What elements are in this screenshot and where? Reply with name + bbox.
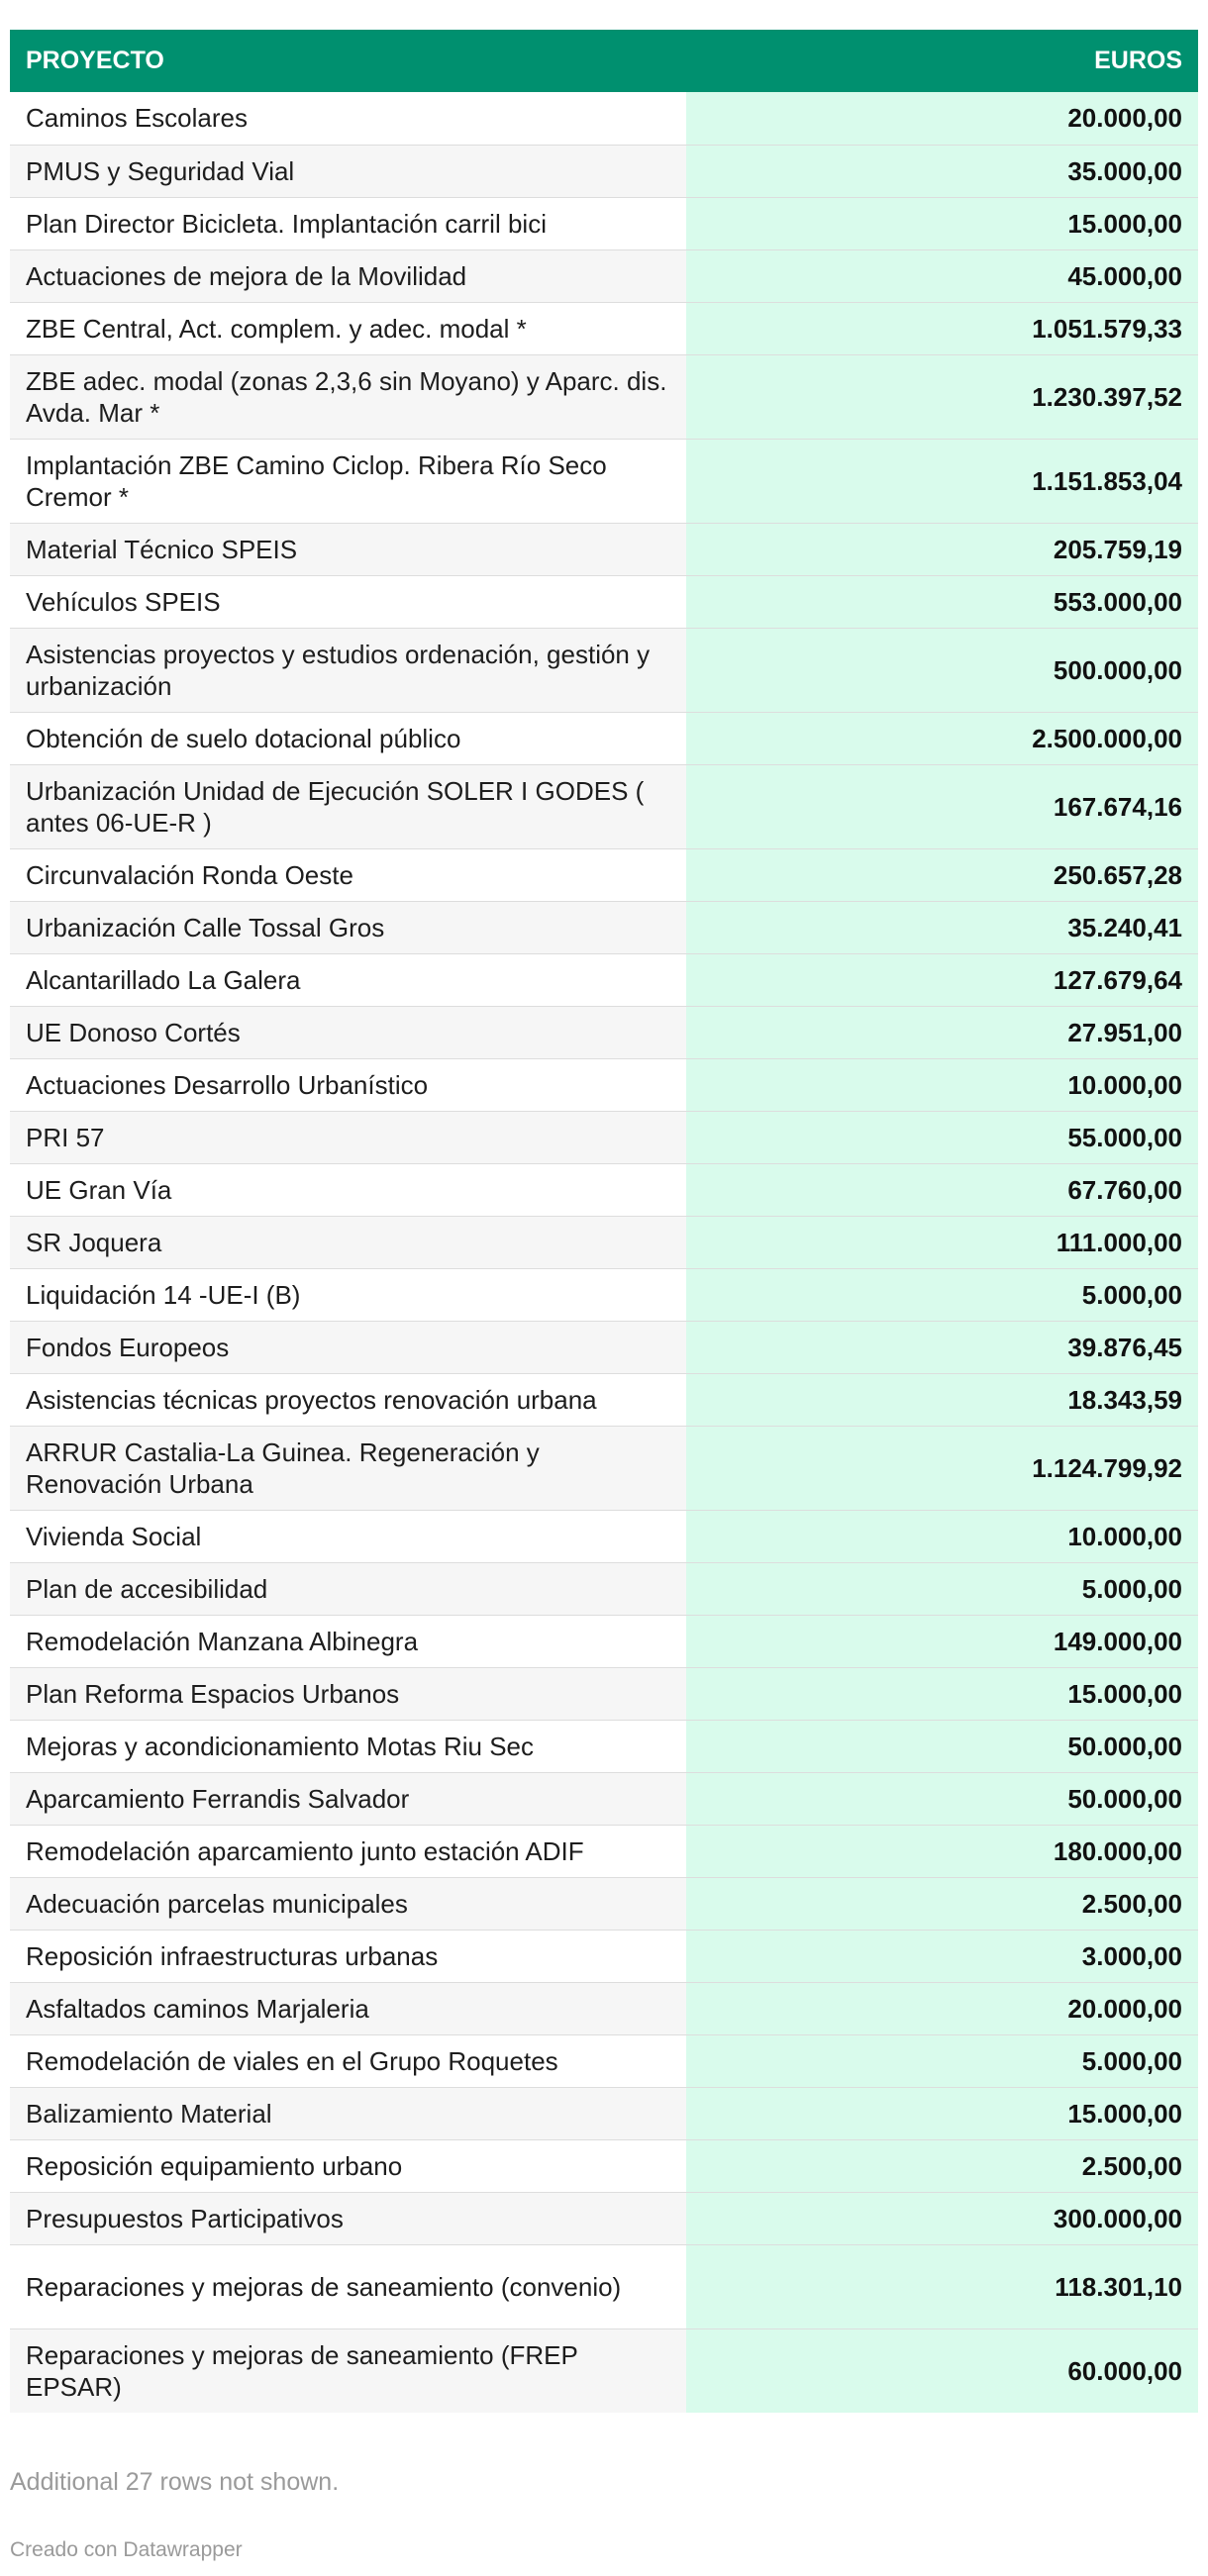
project-name-cell: Obtención de suelo dotacional público	[10, 712, 686, 764]
amount-cell: 15.000,00	[686, 1667, 1198, 1720]
amount-cell: 2.500,00	[686, 2139, 1198, 2192]
amount-cell: 1.051.579,33	[686, 302, 1198, 354]
table-row	[10, 1615, 1198, 1667]
project-name-cell: SR Joquera	[10, 1216, 686, 1268]
project-name-cell: Reposición infraestructuras urbanas	[10, 1930, 686, 1982]
amount-cell: 55.000,00	[686, 1111, 1198, 1163]
amount-cell: 5.000,00	[686, 2034, 1198, 2087]
rows-not-shown-notice: Additional 27 rows not shown.	[10, 2468, 340, 2496]
project-name-cell: Fondos Europeos	[10, 1321, 686, 1373]
project-name-cell: Circunvalación Ronda Oeste	[10, 848, 686, 901]
table-row	[10, 2328, 1198, 2413]
project-name-cell: Balizamiento Material	[10, 2087, 686, 2139]
amount-cell: 300.000,00	[686, 2192, 1198, 2244]
amount-cell: 167.674,16	[686, 764, 1198, 848]
amount-cell: 35.240,41	[686, 901, 1198, 953]
project-name-cell: Implantación ZBE Camino Ciclop. Ribera Río Seco Cremor *	[10, 439, 686, 523]
project-name-cell: Presupuestos Participativos	[10, 2192, 686, 2244]
table-row	[10, 439, 1198, 523]
project-name-cell: Remodelación de viales en el Grupo Roquetes	[10, 2034, 686, 2087]
amount-cell: 3.000,00	[686, 1930, 1198, 1982]
table-row	[10, 575, 1198, 628]
project-name-cell: UE Gran Vía	[10, 1163, 686, 1216]
project-name-cell: Alcantarillado La Galera	[10, 953, 686, 1006]
amount-cell: 10.000,00	[686, 1058, 1198, 1111]
table-row	[10, 197, 1198, 249]
project-name-cell: Actuaciones Desarrollo Urbanístico	[10, 1058, 686, 1111]
amount-cell: 149.000,00	[686, 1615, 1198, 1667]
amount-cell: 20.000,00	[686, 92, 1198, 145]
project-name-cell: Urbanización Unidad de Ejecución SOLER I GODES ( antes 06-UE-R )	[10, 764, 686, 848]
project-name-cell: Asistencias técnicas proyectos renovación urbana	[10, 1373, 686, 1426]
amount-cell: 1.151.853,04	[686, 439, 1198, 523]
table-row	[10, 848, 1198, 901]
project-name-cell: Material Técnico SPEIS	[10, 523, 686, 575]
project-name-cell: Asistencias proyectos y estudios ordenación, gestión y urbanización	[10, 628, 686, 712]
project-name-cell: Reposición equipamiento urbano	[10, 2139, 686, 2192]
project-name-cell: Aparcamiento Ferrandis Salvador	[10, 1772, 686, 1825]
table-row	[10, 1373, 1198, 1426]
amount-cell: 50.000,00	[686, 1720, 1198, 1772]
amount-cell: 2.500.000,00	[686, 712, 1198, 764]
amount-cell: 500.000,00	[686, 628, 1198, 712]
table-row	[10, 2192, 1198, 2244]
project-name-cell: PMUS y Seguridad Vial	[10, 145, 686, 197]
table-row	[10, 628, 1198, 712]
table-row	[10, 2034, 1198, 2087]
table-row	[10, 764, 1198, 848]
amount-cell: 15.000,00	[686, 2087, 1198, 2139]
table-row	[10, 2244, 1198, 2328]
table-header-row	[10, 30, 1198, 92]
amount-cell: 60.000,00	[686, 2328, 1198, 2413]
table-row	[10, 1982, 1198, 2034]
amount-cell: 5.000,00	[686, 1268, 1198, 1321]
amount-cell: 18.343,59	[686, 1373, 1198, 1426]
table-row	[10, 1006, 1198, 1058]
table-row	[10, 1058, 1198, 1111]
amount-cell: 250.657,28	[686, 848, 1198, 901]
table-row	[10, 523, 1198, 575]
table-row	[10, 1426, 1198, 1510]
table-row	[10, 712, 1198, 764]
project-name-cell: Reparaciones y mejoras de saneamiento (FREP EPSAR)	[10, 2328, 686, 2413]
datawrapper-credit: Creado con Datawrapper	[10, 2538, 243, 2561]
table-row	[10, 1268, 1198, 1321]
amount-cell: 2.500,00	[686, 1877, 1198, 1930]
amount-cell: 5.000,00	[686, 1562, 1198, 1615]
project-name-cell: Vehículos SPEIS	[10, 575, 686, 628]
amount-cell: 118.301,10	[686, 2244, 1198, 2328]
table-row	[10, 1562, 1198, 1615]
project-name-cell: Plan de accesibilidad	[10, 1562, 686, 1615]
table-row	[10, 302, 1198, 354]
table-row	[10, 92, 1198, 145]
project-name-cell: PRI 57	[10, 1111, 686, 1163]
table-body	[10, 92, 1198, 2413]
project-name-cell: Mejoras y acondicionamiento Motas Riu Sec	[10, 1720, 686, 1772]
table-row	[10, 2139, 1198, 2192]
table-row	[10, 354, 1198, 439]
amount-cell: 1.124.799,92	[686, 1426, 1198, 1510]
amount-cell: 553.000,00	[686, 575, 1198, 628]
project-name-cell: UE Donoso Cortés	[10, 1006, 686, 1058]
project-name-cell: Asfaltados caminos Marjaleria	[10, 1982, 686, 2034]
amount-cell: 1.230.397,52	[686, 354, 1198, 439]
header-euros[interactable]: EUROS	[686, 30, 1198, 92]
project-name-cell: Plan Reforma Espacios Urbanos	[10, 1667, 686, 1720]
project-name-cell: Reparaciones y mejoras de saneamiento (convenio)	[10, 2244, 686, 2328]
amount-cell: 27.951,00	[686, 1006, 1198, 1058]
project-name-cell: ZBE Central, Act. complem. y adec. modal *	[10, 302, 686, 354]
table-row	[10, 1111, 1198, 1163]
table-row	[10, 1877, 1198, 1930]
amount-cell: 205.759,19	[686, 523, 1198, 575]
table-row	[10, 1510, 1198, 1562]
project-name-cell: Liquidación 14 -UE-I (B)	[10, 1268, 686, 1321]
table-row	[10, 145, 1198, 197]
project-name-cell: Remodelación aparcamiento junto estación ADIF	[10, 1825, 686, 1877]
table-row	[10, 1163, 1198, 1216]
header-proyecto[interactable]: PROYECTO	[10, 30, 686, 92]
table-row	[10, 1930, 1198, 1982]
table-row	[10, 1216, 1198, 1268]
amount-cell: 10.000,00	[686, 1510, 1198, 1562]
project-name-cell: Caminos Escolares	[10, 92, 686, 145]
table-row	[10, 1772, 1198, 1825]
project-name-cell: ARRUR Castalia-La Guinea. Regeneración y Renovación Urbana	[10, 1426, 686, 1510]
amount-cell: 67.760,00	[686, 1163, 1198, 1216]
project-name-cell: ZBE adec. modal (zonas 2,3,6 sin Moyano) y Aparc. dis. Avda. Mar *	[10, 354, 686, 439]
table-row	[10, 249, 1198, 302]
table-row	[10, 953, 1198, 1006]
amount-cell: 111.000,00	[686, 1216, 1198, 1268]
amount-cell: 20.000,00	[686, 1982, 1198, 2034]
project-name-cell: Urbanización Calle Tossal Gros	[10, 901, 686, 953]
project-name-cell: Adecuación parcelas municipales	[10, 1877, 686, 1930]
project-name-cell: Remodelación Manzana Albinegra	[10, 1615, 686, 1667]
table-row	[10, 901, 1198, 953]
data-table-container	[10, 30, 1198, 2413]
project-name-cell: Plan Director Bicicleta. Implantación carril bici	[10, 197, 686, 249]
project-name-cell: Actuaciones de mejora de la Movilidad	[10, 249, 686, 302]
amount-cell: 45.000,00	[686, 249, 1198, 302]
table-row	[10, 1825, 1198, 1877]
table-row	[10, 1720, 1198, 1772]
project-name-cell: Vivienda Social	[10, 1510, 686, 1562]
projects-table	[10, 30, 1198, 2413]
table-row	[10, 2087, 1198, 2139]
amount-cell: 127.679,64	[686, 953, 1198, 1006]
table-row	[10, 1667, 1198, 1720]
amount-cell: 180.000,00	[686, 1825, 1198, 1877]
amount-cell: 39.876,45	[686, 1321, 1198, 1373]
amount-cell: 50.000,00	[686, 1772, 1198, 1825]
table-row	[10, 1321, 1198, 1373]
amount-cell: 35.000,00	[686, 145, 1198, 197]
amount-cell: 15.000,00	[686, 197, 1198, 249]
